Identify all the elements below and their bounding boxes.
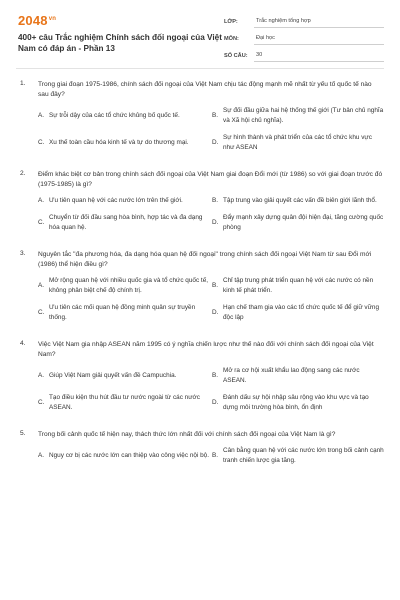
option-letter: D. — [212, 219, 219, 226]
document-title: 400+ câu Trắc nghiệm Chính sách đối ngoại của Việt Nam có đáp án - Phần 13 — [18, 33, 222, 53]
option-text: Chuyển từ đối đầu sang hòa bình, hợp tác và đa dạng hóa quan hệ. — [49, 214, 203, 231]
question-item — [0, 244, 400, 323]
question-number: 2. — [20, 170, 26, 177]
meta-label: LỚP: — [224, 19, 238, 25]
answer-option-a[interactable] — [38, 366, 210, 386]
answer-option-b[interactable] — [212, 106, 384, 126]
option-letter: A. — [38, 282, 45, 289]
answer-options — [38, 276, 384, 323]
option-letter: B. — [212, 112, 219, 119]
meta-panel — [224, 11, 384, 62]
answer-option-c[interactable] — [38, 303, 210, 323]
option-text: Nguy cơ bị các nước lớn can thiệp vào công việc nội bộ. — [49, 452, 210, 459]
option-text: Đánh dấu sự hội nhập sâu rộng vào khu vực và tạo dựng môi trường hòa bình, ổn định — [223, 394, 369, 411]
option-text: Ưu tiên quan hệ với các nước lớn trên thế giới. — [49, 197, 183, 204]
document-header — [0, 0, 400, 66]
answer-option-c[interactable] — [38, 393, 210, 413]
option-text: Sự trỗi dậy của các tổ chức khủng bố quốc tế. — [49, 112, 180, 119]
option-text: Xu thế toàn cầu hóa kinh tế và tự do thương mại. — [49, 139, 189, 146]
answer-options — [38, 106, 384, 153]
meta-row-class — [224, 11, 384, 28]
answer-option-b[interactable] — [212, 276, 384, 296]
option-letter: A. — [38, 112, 45, 119]
option-letter: A. — [38, 372, 45, 379]
logo-suffix: vn — [48, 15, 57, 22]
option-text: Cân bằng quan hệ với các nước lớn trong bối cảnh cạnh tranh chiến lược gia tăng. — [223, 447, 384, 464]
question-item — [0, 424, 400, 466]
option-letter: D. — [212, 309, 219, 316]
question-text: Trong bối cảnh quốc tế hiện nay, thách thức lớn nhất đối với chính sách đối ngoại của Việt Nam là gì? — [38, 431, 336, 438]
question-text: Việc Việt Nam gia nhập ASEAN năm 1995 có ý nghĩa chiến lược như thế nào đối với chính sách đối ngoại của Việt Nam? — [38, 341, 374, 358]
answer-option-c[interactable] — [38, 213, 210, 233]
meta-row-subject — [224, 28, 384, 45]
question-item — [0, 164, 400, 233]
option-letter: C. — [38, 139, 45, 146]
site-logo[interactable] — [18, 13, 56, 28]
option-text: Hạn chế tham gia vào các tổ chức quốc tế để giữ vững độc lập — [223, 304, 379, 321]
meta-label: SỐ CÂU: — [224, 53, 248, 59]
option-letter: A. — [38, 197, 45, 204]
option-letter: B. — [212, 197, 219, 204]
option-letter: D. — [212, 139, 219, 146]
question-text: Điểm khác biệt cơ bản trong chính sách đối ngoại của Việt Nam giai đoạn Đổi mới (từ 1986) so với giai đoạn trước đó (1975-1985) là gì? — [38, 171, 383, 188]
option-letter: C. — [38, 309, 45, 316]
answer-option-c[interactable] — [38, 133, 210, 153]
option-text: Giúp Việt Nam giải quyết vấn đề Campuchia. — [49, 372, 177, 379]
answer-option-b[interactable] — [212, 366, 384, 386]
header-divider — [16, 68, 384, 69]
question-number: 3. — [20, 250, 26, 257]
question-number: 1. — [20, 80, 26, 87]
question-text: Trong giai đoạn 1975-1986, chính sách đối ngoại của Việt Nam chịu tác động mạnh mẽ nhất từ yếu tố quốc tế nào sau đây? — [38, 81, 372, 98]
answer-option-d[interactable] — [212, 213, 384, 233]
option-text: Tạo điều kiện thu hút đầu tư nước ngoài từ các nước ASEAN. — [49, 394, 200, 411]
answer-option-a[interactable] — [38, 196, 210, 206]
meta-value: Trắc nghiệm tổng hợp — [254, 18, 384, 28]
option-letter: B. — [212, 282, 219, 289]
answer-option-a[interactable] — [38, 276, 210, 296]
option-text: Chỉ tập trung phát triển quan hệ với các nước có nền kinh tế phát triển. — [223, 277, 374, 294]
option-letter: A. — [38, 452, 45, 459]
meta-value: 30 — [254, 52, 384, 62]
option-letter: D. — [212, 399, 219, 406]
answer-option-d[interactable] — [212, 133, 384, 153]
option-letter: B. — [212, 372, 219, 379]
answer-option-d[interactable] — [212, 393, 384, 413]
option-text: Đẩy mạnh xây dựng quân đội hiện đại, tăng cường quốc phòng — [223, 214, 384, 231]
answer-option-d[interactable] — [212, 303, 384, 323]
answer-options — [38, 446, 384, 466]
meta-label: MÔN: — [224, 36, 239, 42]
answer-option-a[interactable] — [38, 106, 210, 126]
answer-options — [38, 196, 384, 233]
meta-row-count — [224, 45, 384, 62]
answer-option-b[interactable] — [212, 196, 384, 206]
option-text: Tập trung vào giải quyết các vấn đề biên giới lãnh thổ. — [223, 197, 377, 204]
question-list — [0, 74, 400, 477]
answer-option-a[interactable] — [38, 446, 210, 466]
meta-value: Đại học — [254, 35, 384, 45]
question-number: 4. — [20, 340, 26, 347]
question-item — [0, 74, 400, 153]
answer-options — [38, 366, 384, 413]
option-text: Ưu tiên các mối quan hệ đồng minh quân sự truyền thống. — [49, 304, 196, 321]
logo-text: 2048 — [18, 13, 48, 28]
question-number: 5. — [20, 430, 26, 437]
answer-option-b[interactable] — [212, 446, 384, 466]
option-text: Sự hình thành và phát triển của các tổ chức khu vực như ASEAN — [223, 134, 372, 151]
question-text: Nguyên tắc "đa phương hóa, đa dạng hóa quan hệ đối ngoại" trong chính sách đối ngoại Việt Nam từ sau Đổi mới (1986) thể hiện điều gì? — [38, 251, 372, 268]
option-letter: C. — [38, 399, 45, 406]
option-letter: B. — [212, 452, 219, 459]
option-text: Mở ra cơ hội xuất khẩu lao động sang các nước ASEAN. — [223, 367, 360, 384]
option-letter: C. — [38, 219, 45, 226]
question-item — [0, 334, 400, 413]
option-text: Mở rộng quan hệ với nhiều quốc gia và tổ chức quốc tế, không phân biệt chế độ chính trị. — [49, 277, 209, 294]
option-text: Sự đối đầu giữa hai hệ thống thế giới (Tư bản chủ nghĩa và Xã hội chủ nghĩa). — [223, 107, 384, 124]
